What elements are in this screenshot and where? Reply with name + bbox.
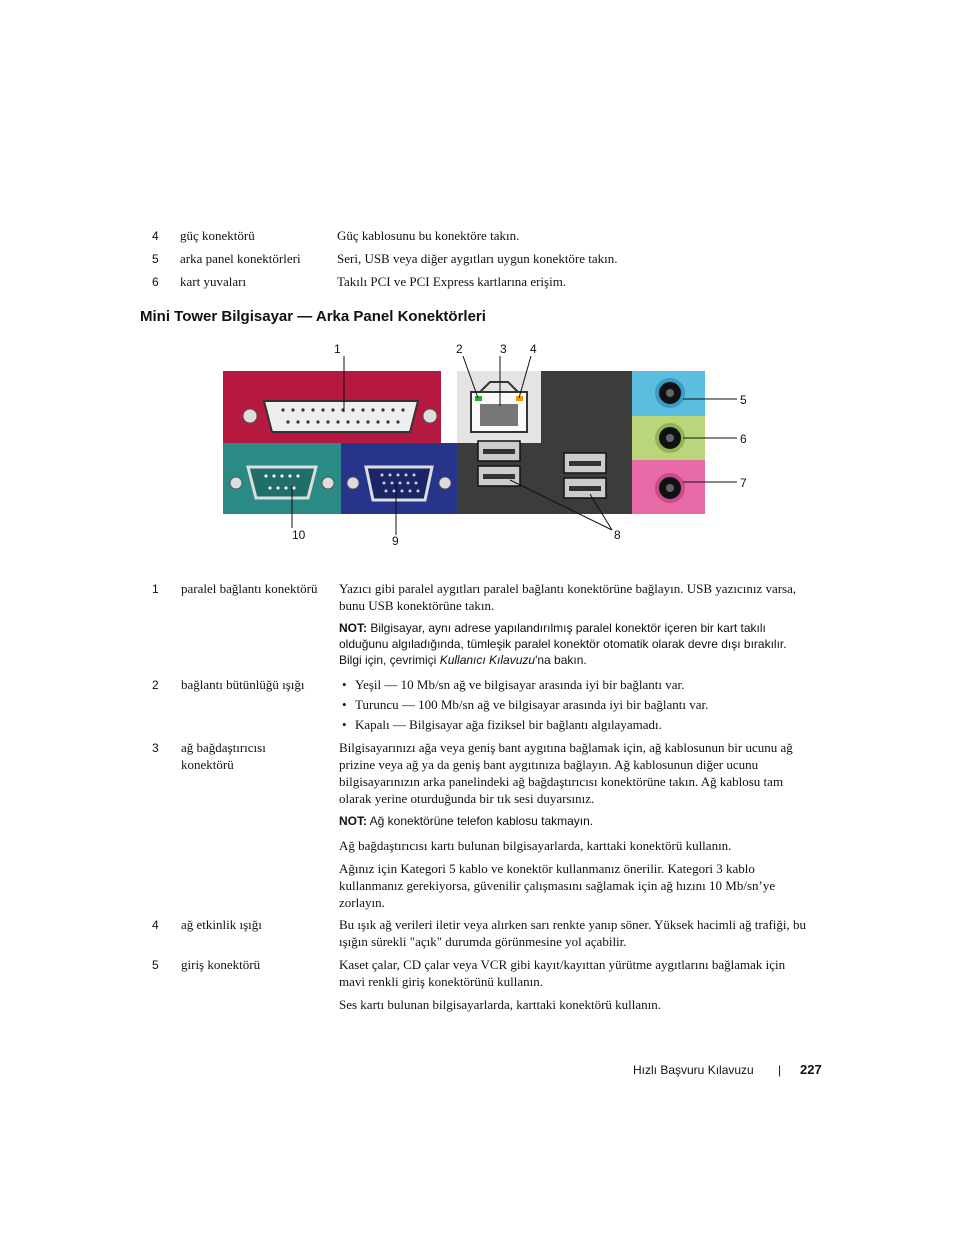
- description-text: Ağınız için Kategori 5 kablo ve konektör kullanmanız önerilir. Kategori 3 kablo kullanmanız gerekiyorsa, güvenilir çalışmasını sağlamak için ağ hızını 10 Mb/sn’ye zorlayın.: [339, 861, 776, 910]
- row-term: arka panel konektörleri: [180, 251, 301, 266]
- row-term: güç konektörü: [180, 228, 255, 243]
- footer-separator: |: [778, 1063, 782, 1077]
- callout-7: 7: [740, 476, 747, 490]
- row-description: [339, 916, 809, 956]
- page-number: 227: [800, 1062, 822, 1077]
- row-description: Takılı PCI ve PCI Express kartlarına erişim.: [337, 274, 567, 289]
- row-term: ağ bağdaştırıcısı konektörü: [181, 740, 266, 772]
- note-text-end: 'na bakın.: [535, 653, 587, 667]
- description-text: Yazıcı gibi paralel aygıtları paralel bağlantı konektörüne bağlayın. USB yazıcınız varsa, bunu USB konektörüne takın.: [339, 581, 797, 613]
- callout-6: 6: [740, 432, 747, 446]
- row-number: 4: [152, 918, 159, 932]
- note: [339, 813, 809, 829]
- row-description: [339, 956, 809, 1019]
- vga-port-area: [341, 443, 457, 514]
- row-number: 2: [152, 678, 159, 692]
- description-text: Kaset çalar, CD çalar veya VCR gibi kayıt/kayıttan yürütme aygıtlarını bağlamak için mavi renkli giriş konektörünü kullanın.: [339, 957, 786, 989]
- line-out-jack: [657, 425, 683, 451]
- row-term: giriş konektörü: [181, 957, 261, 972]
- row-description: [339, 739, 809, 917]
- description-text: Bu ışık ağ verileri iletir veya alırken sarı renkte yanıp söner. Yüksek hacimli ağ trafiği, bu ışığın sürekli "açık" durumda görünmesine yol açabilir.: [339, 917, 807, 949]
- line-out-area: [632, 416, 705, 460]
- serial-connector: [248, 467, 316, 498]
- list-item: • Yeşil — 10 Mb/sn ağ ve bilgisayar arasında iyi bir bağlantı var.: [339, 676, 809, 693]
- note: [339, 620, 809, 668]
- row-number: 3: [152, 741, 159, 755]
- serial-port-area: [223, 443, 341, 514]
- network-connector: [471, 392, 527, 432]
- list-item: • Turuncu — 100 Mb/sn ağ ve bilgisayar arasında iyi bir bağlantı var.: [339, 696, 809, 713]
- line-in-area: [632, 371, 705, 416]
- row-description: Seri, USB veya diğer aygıtları uygun konektöre takın.: [337, 251, 618, 266]
- section-title: Mini Tower Bilgisayar — Arka Panel Konektörleri: [140, 308, 486, 325]
- callout-1: 1: [334, 342, 341, 356]
- row-term: paralel bağlantı konektörü: [181, 581, 318, 596]
- list-item: • Kapalı — Bilgisayar ağa fiziksel bir bağlantı algılayamadı.: [339, 716, 809, 733]
- mic-area: [632, 460, 705, 514]
- callout-2: 2: [456, 342, 463, 356]
- callout-9: 9: [392, 534, 399, 548]
- parallel-connector: [264, 401, 418, 432]
- row-number: 1: [152, 582, 159, 596]
- footer-title: Hızlı Başvuru Kılavuzu: [633, 1063, 754, 1077]
- note-label: NOT:: [339, 621, 367, 635]
- row-number: 6: [152, 275, 159, 289]
- vga-connector: [366, 467, 432, 500]
- row-term: bağlantı bütünlüğü ışığı: [181, 677, 305, 692]
- bullet-list: [339, 676, 809, 733]
- row-number: 5: [152, 958, 159, 972]
- callout-10: 10: [292, 528, 306, 542]
- row-description: [339, 580, 809, 668]
- callout-4: 4: [530, 342, 537, 356]
- usb-lower-area: [457, 443, 541, 514]
- note-italic: Kullanıcı Kılavuzu: [439, 653, 536, 667]
- description-text: Ses kartı bulunan bilgisayarlarda, karttaki konektörü kullanın.: [339, 997, 662, 1012]
- description-text: Ağ bağdaştırıcısı kartı bulunan bilgisayarlarda, karttaki konektörü kullanın.: [339, 838, 732, 853]
- row-number: 4: [152, 229, 159, 243]
- mic-jack: [657, 475, 683, 501]
- row-description: Güç kablosunu bu konektöre takın.: [337, 228, 520, 243]
- usb-dark-area: [541, 371, 632, 514]
- callout-5: 5: [740, 393, 747, 407]
- note-text: Bilgisayar, aynı adrese yapılandırılmış paralel konektör içeren bir kart takılı olduğunu algıladığında, tümleşik paralel konektör otomatik olarak devre dışı bırakılır. Bilgi için, çevrimiçi: [339, 621, 787, 667]
- callout-8: 8: [614, 528, 621, 542]
- network-area: [457, 371, 541, 443]
- callout-3: 3: [500, 342, 507, 356]
- row-term: kart yuvaları: [180, 274, 247, 289]
- usb-connectors: [478, 441, 606, 498]
- description-text: Bilgisayarınızı ağa veya geniş bant aygıtına bağlamak için, ağ kablosunun bir ucunu ağ prizine veya ağ ya da geniş bant aygıtınıza bağlayın. Ağ kablosunun diğer ucunu bilgisayarınızın arka panelindeki ağ bağdaştırıcısı konektörüne takın. Ağ kablosu tam olarak yerine oturduğunda bir tık sesi duyarsınız.: [339, 740, 793, 806]
- note-text: Ağ konektörüne telefon kablosu takmayın.: [369, 814, 594, 828]
- parallel-port-area: [223, 371, 441, 443]
- note-label: NOT:: [339, 814, 367, 828]
- row-description: [339, 676, 809, 736]
- line-in-jack: [657, 380, 683, 406]
- row-term: ağ etkinlik ışığı: [181, 917, 262, 932]
- row-number: 5: [152, 252, 159, 266]
